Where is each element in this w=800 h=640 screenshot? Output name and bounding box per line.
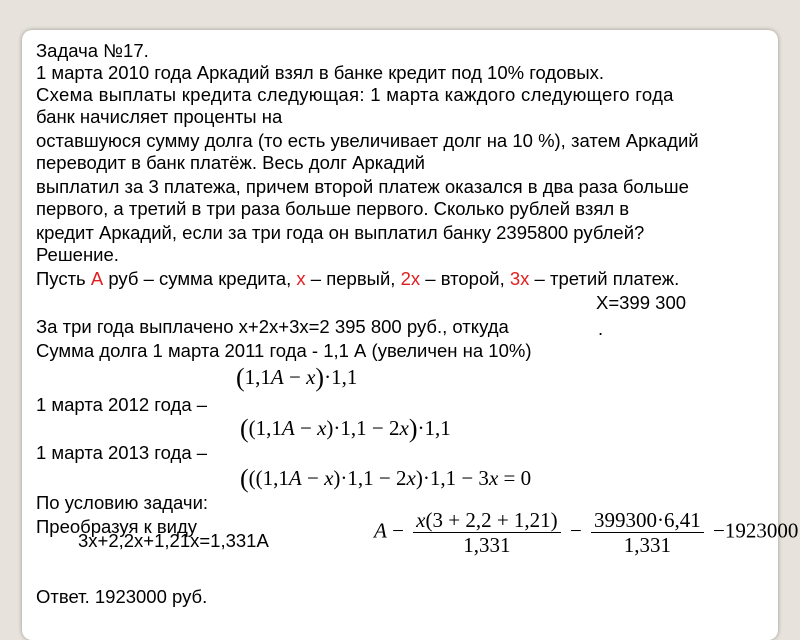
let-mid-1: руб – сумма кредита, — [103, 268, 297, 289]
x-value: X=399 300 — [596, 292, 687, 313]
by-condition: По условию задачи: — [36, 492, 209, 513]
dot: . — [598, 318, 604, 339]
let-mid-4: – третий платеж. — [529, 268, 680, 289]
text-line-7: первого, а третий в три раза больше первого. Сколько рублей взял в — [36, 198, 630, 219]
fraction-1: $\frac{x(3 + 2,2 + 1,21)}{1,331}$ — [413, 508, 561, 557]
date-2012: 1 марта 2012 года – — [36, 394, 208, 415]
text-line-4: оставшуюся сумму долга (то есть увеличивает долг на 10 %), затем Аркадий — [36, 130, 699, 151]
answer: Ответ. 1923000 руб. — [36, 586, 208, 607]
equation-sum: 3x+2,2x+1,21x=1,331А — [78, 530, 269, 551]
task-title: Задача №17. — [36, 40, 149, 61]
slide — [22, 30, 799, 640]
formula-2012: ((1,1A − x)·1,1 − 2x)·1,1 — [240, 414, 451, 443]
text-line-8: кредит Аркадий, если за три года он выплатил банку 2395800 рублей? — [36, 222, 645, 243]
three-years-line: За три года выплачено x+2x+3x=2 395 800 руб., откуда — [36, 316, 509, 337]
text-line-6: выплатил за 3 платежа, причем второй платеж оказался в два раза больше — [36, 176, 689, 197]
var-A: А — [90, 268, 104, 289]
debt-2011-line: Сумма долга 1 марта 2011 года - 1,1 А (увеличен на 10%) — [36, 340, 532, 361]
let-mid-3: – второй, — [420, 268, 510, 289]
text-line-1: 1 марта 2010 года Аркадий взял в банке кредит под 10% годовых. — [36, 62, 605, 83]
formula-final: A − $\frac{x(3 + 2,2 + 1,21)}{1,331}$ − $\frac{399300\cdot 6,41}{1,331}$ −1923000 — [374, 508, 799, 557]
formula-2011: (1,1A − x)·1,1 — [236, 363, 358, 392]
solution-heading: Решение. — [36, 244, 119, 265]
date-2013: 1 марта 2013 года – — [36, 442, 208, 463]
text-line-5: переводит в банк платёж. Весь долг Аркадий — [36, 152, 426, 173]
text-line-3: банк начисляет проценты на — [36, 106, 283, 127]
formula-2013: (((1,1A − x)·1,1 − 2x)·1,1 − 3x = 0 — [240, 464, 532, 493]
var-2x: 2x — [400, 268, 421, 289]
let-line — [36, 268, 679, 290]
text-line-2: Схема выплаты кредита следующая: 1 марта каждого следующего года — [36, 84, 674, 105]
transform-line: Преобразуя к виду — [36, 516, 198, 537]
let-mid-2: – первый, — [305, 268, 401, 289]
fraction-2: $\frac{399300\cdot 6,41}{1,331}$ — [591, 508, 704, 557]
var-x: x — [296, 268, 306, 289]
let-prefix: Пусть — [36, 268, 91, 289]
var-3x: 3x — [509, 268, 530, 289]
